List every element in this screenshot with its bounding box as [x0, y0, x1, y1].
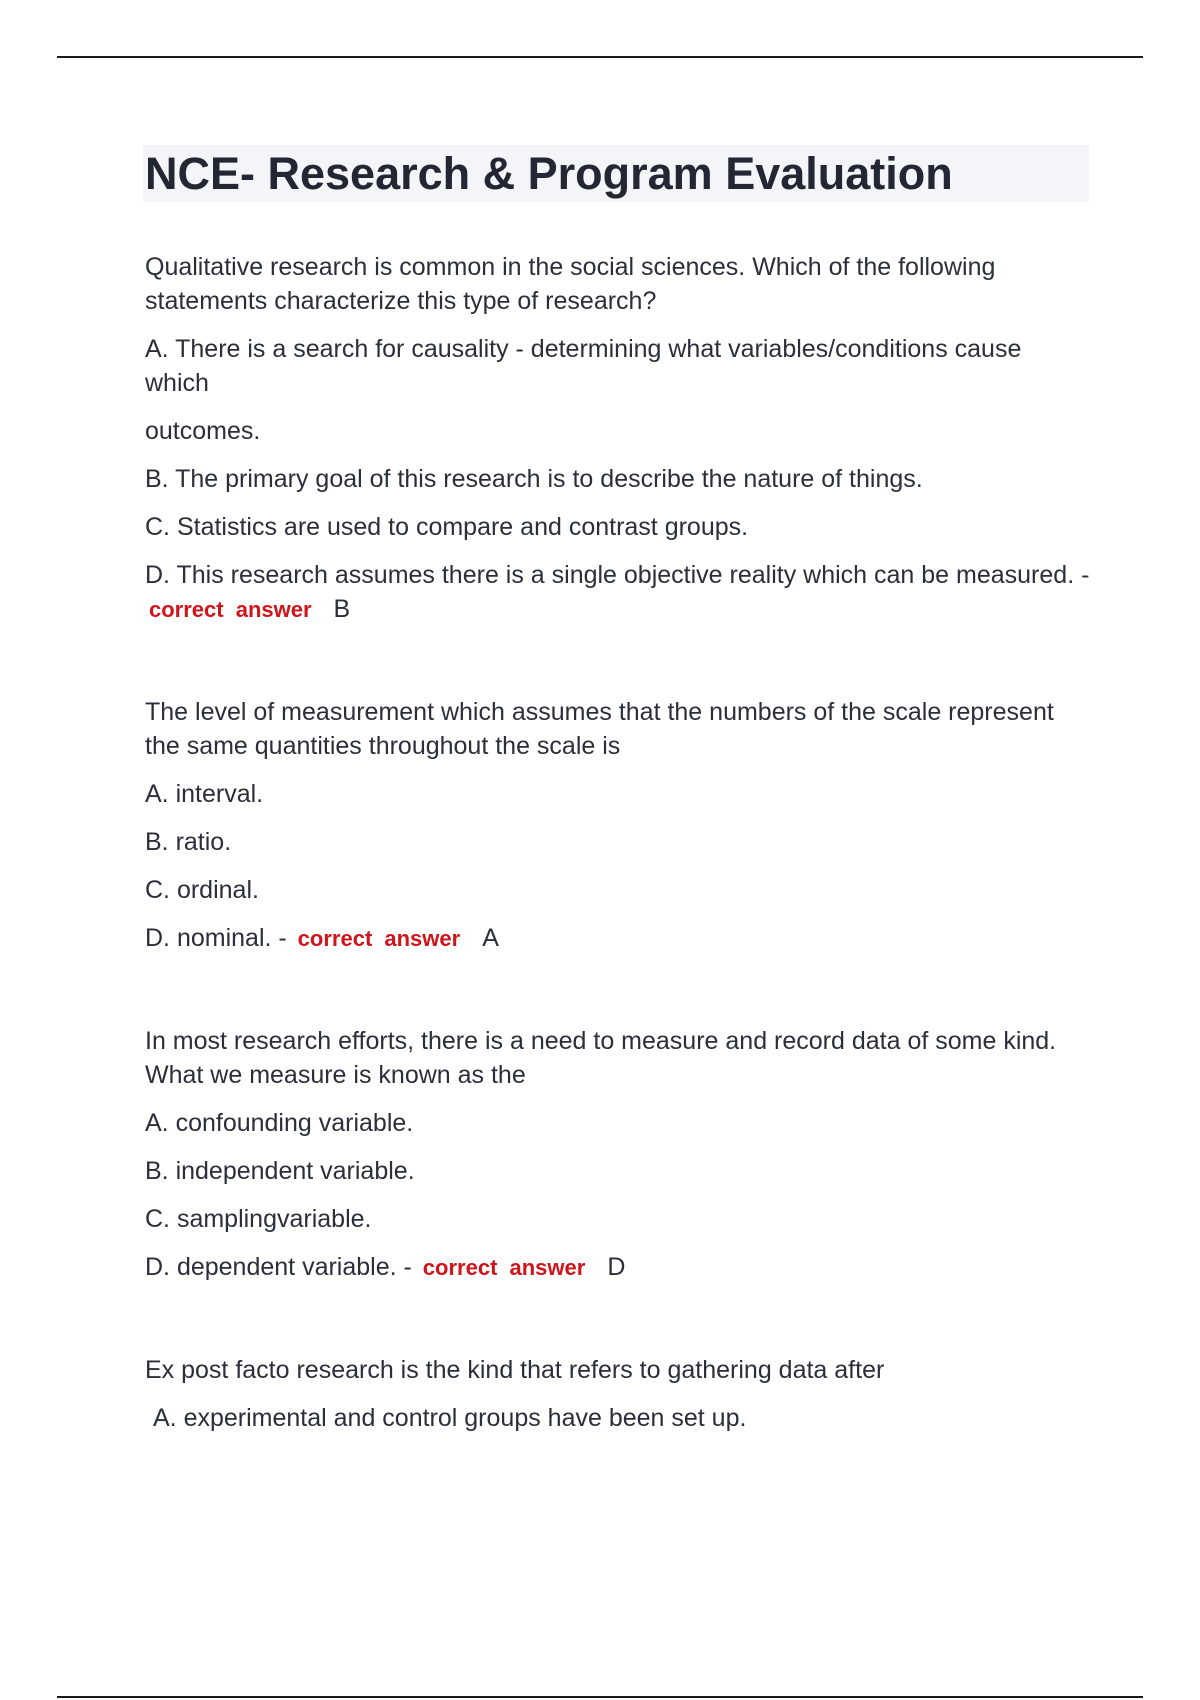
- question-block: [145, 1024, 1090, 1285]
- correct-answer-letter: A: [482, 924, 499, 952]
- bottom-rule: [57, 1696, 1143, 1698]
- option-d-text: D. nominal. -: [145, 924, 287, 952]
- option-b: B. ratio.: [145, 828, 232, 856]
- question-block: [145, 1353, 1090, 1435]
- option-c: C. Statistics are used to compare and contrast groups.: [145, 513, 749, 541]
- title-banner: [143, 145, 1089, 202]
- correct-answer-letter: B: [333, 595, 351, 623]
- option-d: [145, 558, 1090, 627]
- correct-answer-letter: D: [607, 1253, 626, 1281]
- spacer: [145, 641, 1090, 695]
- correct-answer-label: correct answer: [422, 1255, 586, 1280]
- option-a: A. confounding variable.: [145, 1109, 414, 1137]
- page-title: NCE- Research & Program Evaluation: [145, 148, 953, 199]
- spacer: [145, 1299, 1090, 1353]
- option-a: A. experimental and control groups have been set up.: [153, 1404, 747, 1432]
- option-a: A. There is a search for causality - determining what variables/conditions cause which: [145, 335, 1022, 397]
- correct-answer-label: correct answer: [297, 926, 461, 951]
- spacer: [145, 970, 1090, 1024]
- option-c: C. ordinal.: [145, 876, 259, 904]
- question-text: In most research efforts, there is a need to measure and record data of some kind. What we measure is known as the: [145, 1027, 1057, 1089]
- option-a: A. interval.: [145, 780, 264, 808]
- option-d-text: D. This research assumes there is a single objective reality which can be measured. -: [145, 561, 1090, 589]
- option-d-text: D. dependent variable. -: [145, 1253, 412, 1281]
- question-text: The level of measurement which assumes that the numbers of the scale represent the same quantities throughout the scale is: [145, 698, 1054, 760]
- option-a-continued: outcomes.: [145, 417, 261, 445]
- correct-answer-label: correct answer: [149, 597, 312, 622]
- option-d: [145, 921, 1090, 956]
- document-body: [145, 250, 1090, 1449]
- option-c: C. samplingvariable.: [145, 1205, 372, 1233]
- question-block: [145, 250, 1090, 627]
- option-d: [145, 1250, 1090, 1285]
- option-b: B. independent variable.: [145, 1157, 415, 1185]
- question-text: Qualitative research is common in the social sciences. Which of the following statements characterize this type of research?: [145, 253, 996, 315]
- question-block: [145, 695, 1090, 956]
- option-b: B. The primary goal of this research is to describe the nature of things.: [145, 465, 923, 493]
- top-rule: [57, 56, 1143, 58]
- question-text: Ex post facto research is the kind that refers to gathering data after: [145, 1356, 885, 1384]
